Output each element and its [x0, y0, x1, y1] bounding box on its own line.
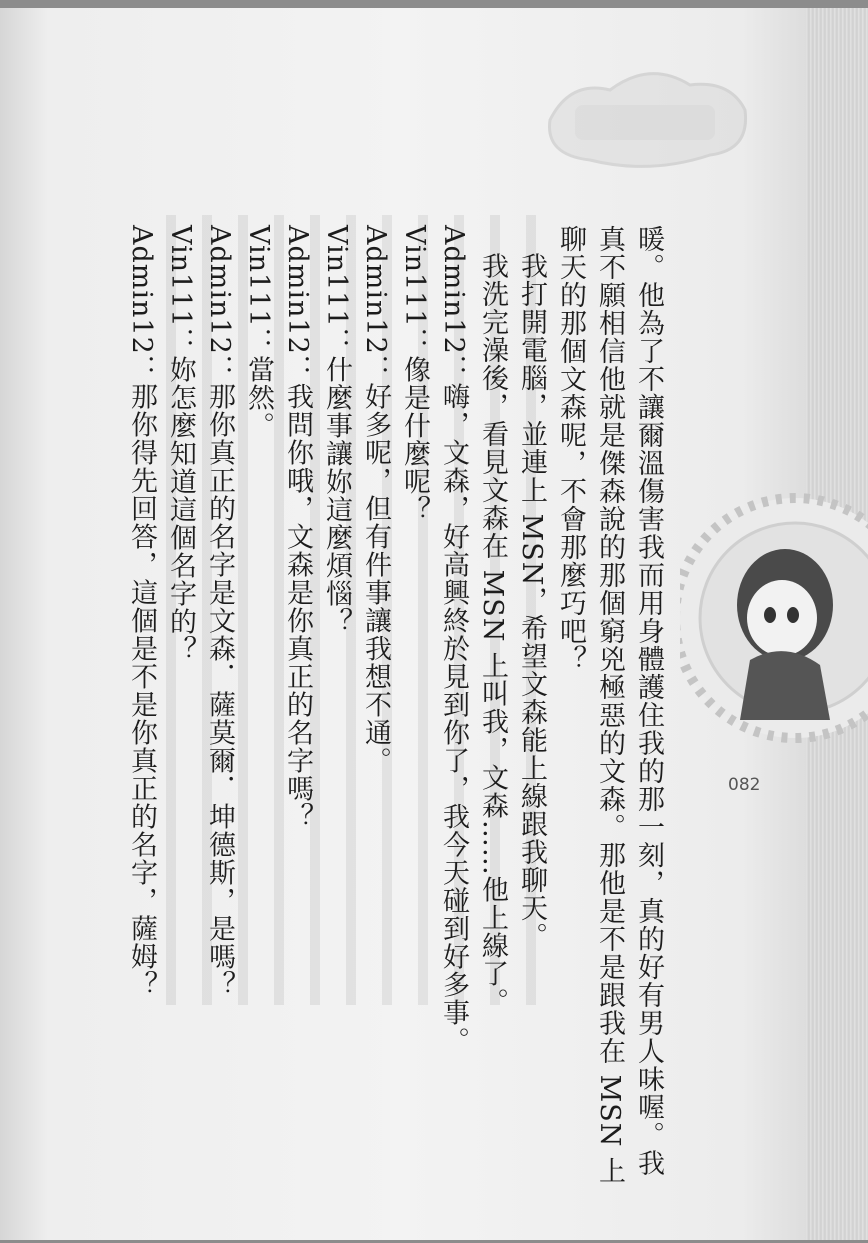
series-logo — [530, 50, 760, 180]
chat-line: Admin12：那你得先回答，這個是不是你真正的名字，薩姆？ — [126, 225, 157, 999]
chat-line: Vin111：妳怎麼知道這個名字的？ — [165, 225, 196, 664]
narration-paragraph: 我洗完澡後，看見文森在 MSN 上叫我，文森……他上線了。 — [477, 252, 508, 1016]
chat-line: Vin111：像是什麼呢？ — [399, 225, 430, 524]
chat-line: Admin12：我問你哦，文森是你真正的名字嗎？ — [282, 225, 313, 831]
vertical-text-block — [122, 225, 668, 1185]
narration-paragraph: 暖。他為了不讓爾溫傷害我而用身體護住我的那一刻，真的好有男人味喔。我真不願相信他就是傑森說的那個窮兇極惡的文森。那他是不是跟我在 MSN 上聊天的那個文森呢，不會那麼巧吧？ — [555, 225, 664, 1185]
chat-line: Admin12：嗨，文森，好高興終於見到你了，我今天碰到好多事。 — [438, 225, 469, 1055]
chat-line: Admin12：那你真正的名字是文森．薩莫爾．坤德斯，是嗎？ — [204, 225, 235, 999]
chat-line: Vin111：當然。 — [243, 225, 274, 440]
character-medallion — [680, 490, 868, 745]
chat-line: Admin12：好多呢，但有件事讓我想不通。 — [360, 225, 391, 775]
chat-line: Vin111：什麼事讓妳這麼煩惱？ — [321, 225, 352, 636]
page-number: 082 — [728, 775, 761, 795]
narration-paragraph: 我打開電腦，並連上 MSN，希望文森能上線跟我聊天。 — [516, 252, 547, 951]
